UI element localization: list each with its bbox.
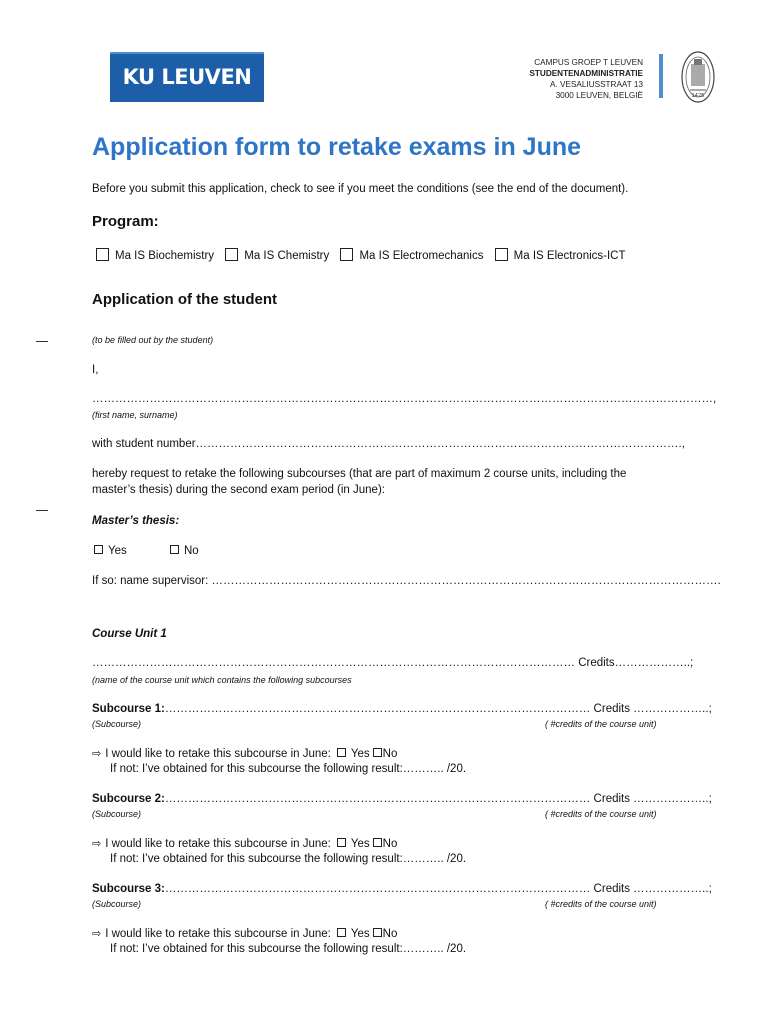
subcourse-line: ………………………………………………………………………………………………… Credits ………………..; xyxy=(164,703,712,715)
checkbox[interactable] xyxy=(337,748,346,757)
result-field[interactable]: If not: I’ve obtained for this subcourse the following result:……….. /20. xyxy=(110,853,467,865)
name-field[interactable]: ………………………………………………………………………………………………………………………………………………, xyxy=(92,393,717,405)
subcourse-field[interactable] xyxy=(92,793,712,805)
arrow-right-icon: ⇨ xyxy=(92,837,102,850)
subcourse-label: Subcourse 3: xyxy=(92,883,165,895)
program-option-electronics-ict[interactable] xyxy=(495,250,626,262)
subcourse-caption: (Subcourse) xyxy=(92,809,142,819)
retake-yes-option[interactable] xyxy=(337,748,370,760)
program-option-chemistry[interactable] xyxy=(225,250,329,262)
retake-yes-label: Yes xyxy=(350,748,370,760)
thesis-yes-option[interactable] xyxy=(94,545,127,557)
supervisor-field[interactable]: If so: name supervisor: ……………………………………………………………………………………………………………………. xyxy=(92,575,721,587)
address-line: STUDENTENADMINISTRATIE xyxy=(529,69,643,78)
thesis-no-option[interactable] xyxy=(170,545,199,557)
checkbox[interactable] xyxy=(337,838,346,847)
credits-caption: ( #credits of the course unit) xyxy=(545,809,657,819)
program-heading: Program: xyxy=(92,213,159,230)
retake-yes-option[interactable] xyxy=(337,928,370,940)
checkbox[interactable] xyxy=(94,545,103,554)
program-options xyxy=(96,248,634,262)
checkbox[interactable] xyxy=(96,248,109,261)
address-line: CAMPUS GROEP T LEUVEN xyxy=(534,58,643,67)
retake-no-option[interactable] xyxy=(373,838,398,850)
checkbox[interactable] xyxy=(373,748,382,757)
request-text: hereby request to retake the following subcourses (that are part of maximum 2 course units, including the xyxy=(92,468,627,480)
retake-label: I would like to retake this subcourse in June: xyxy=(105,838,331,850)
arrow-right-icon: ⇨ xyxy=(92,927,102,940)
program-option-biochemistry[interactable] xyxy=(96,250,214,262)
i-label: I, xyxy=(92,364,99,376)
subcourse-field[interactable] xyxy=(92,883,712,895)
subcourse-field[interactable] xyxy=(92,703,712,715)
margin-mark xyxy=(36,510,48,511)
program-option-label: Ma IS Chemistry xyxy=(244,250,330,262)
retake-question xyxy=(92,747,397,760)
student-number-field[interactable]: with student number………………………………………………………………………………………………………………., xyxy=(92,438,685,450)
request-text: master’s thesis) during the second exam period (in June): xyxy=(92,484,385,496)
subcourse-line: ………………………………………………………………………………………………… Credits ………………..; xyxy=(164,793,712,805)
result-field[interactable]: If not: I’ve obtained for this subcourse the following result:……….. /20. xyxy=(110,943,467,955)
credits-caption: ( #credits of the course unit) xyxy=(545,899,657,909)
page-title: Application form to retake exams in June xyxy=(92,133,582,161)
course-unit-heading: Course Unit 1 xyxy=(92,628,167,640)
svg-text:1425: 1425 xyxy=(691,93,705,99)
address-line: 3000 LEUVEN, BELGIË xyxy=(555,91,643,100)
university-seal-icon xyxy=(680,50,716,104)
retake-label: I would like to retake this subcourse in June: xyxy=(105,928,331,940)
checkbox[interactable] xyxy=(337,928,346,937)
course-unit-caption: (name of the course unit which contains the following subcourses xyxy=(92,675,352,685)
checkbox[interactable] xyxy=(225,248,238,261)
retake-question xyxy=(92,837,397,850)
retake-no-label: No xyxy=(382,928,398,940)
program-option-label: Ma IS Electromechanics xyxy=(359,250,484,262)
checkbox[interactable] xyxy=(170,545,179,554)
thesis-no-label: No xyxy=(184,545,199,557)
retake-no-label: No xyxy=(382,748,398,760)
subcourse-label: Subcourse 2: xyxy=(92,793,165,805)
result-field[interactable]: If not: I’ve obtained for this subcourse the following result:……….. /20. xyxy=(110,763,467,775)
margin-mark xyxy=(36,341,48,342)
retake-no-option[interactable] xyxy=(373,928,398,940)
checkbox[interactable] xyxy=(373,838,382,847)
subcourse-caption: (Subcourse) xyxy=(92,719,142,729)
checkbox[interactable] xyxy=(373,928,382,937)
address-block xyxy=(529,57,643,101)
header-divider xyxy=(659,54,663,98)
program-option-electromechanics[interactable] xyxy=(340,250,483,262)
retake-yes-label: Yes xyxy=(350,928,370,940)
subcourse-label: Subcourse 1: xyxy=(92,703,165,715)
credits-caption: ( #credits of the course unit) xyxy=(545,719,657,729)
retake-question xyxy=(92,927,397,940)
program-option-label: Ma IS Biochemistry xyxy=(115,250,215,262)
program-option-label: Ma IS Electronics-ICT xyxy=(513,250,626,262)
application-heading: Application of the student xyxy=(92,291,277,308)
arrow-right-icon: ⇨ xyxy=(92,747,102,760)
thesis-heading: Master’s thesis: xyxy=(92,515,180,527)
address-line: A. VESALIUSSTRAAT 13 xyxy=(550,80,643,89)
retake-no-label: No xyxy=(382,838,398,850)
thesis-yes-label: Yes xyxy=(108,545,127,557)
checkbox[interactable] xyxy=(340,248,353,261)
name-caption: (first name, surname) xyxy=(92,410,178,420)
subcourse-line: ………………………………………………………………………………………………… Credits ………………..; xyxy=(164,883,712,895)
subcourse-caption: (Subcourse) xyxy=(92,899,142,909)
application-note: (to be filled out by the student) xyxy=(92,335,214,345)
retake-label: I would like to retake this subcourse in June: xyxy=(105,748,331,760)
ku-leuven-logo: KU LEUVEN xyxy=(110,52,264,102)
checkbox[interactable] xyxy=(495,248,508,261)
course-unit-field[interactable]: ……………………………………………………………………………………………………………… Credits………………..; xyxy=(92,657,694,669)
retake-no-option[interactable] xyxy=(373,748,398,760)
retake-yes-label: Yes xyxy=(350,838,370,850)
retake-yes-option[interactable] xyxy=(337,838,370,850)
intro-text: Before you submit this application, check to see if you meet the conditions (see the end of the document). xyxy=(92,183,629,195)
